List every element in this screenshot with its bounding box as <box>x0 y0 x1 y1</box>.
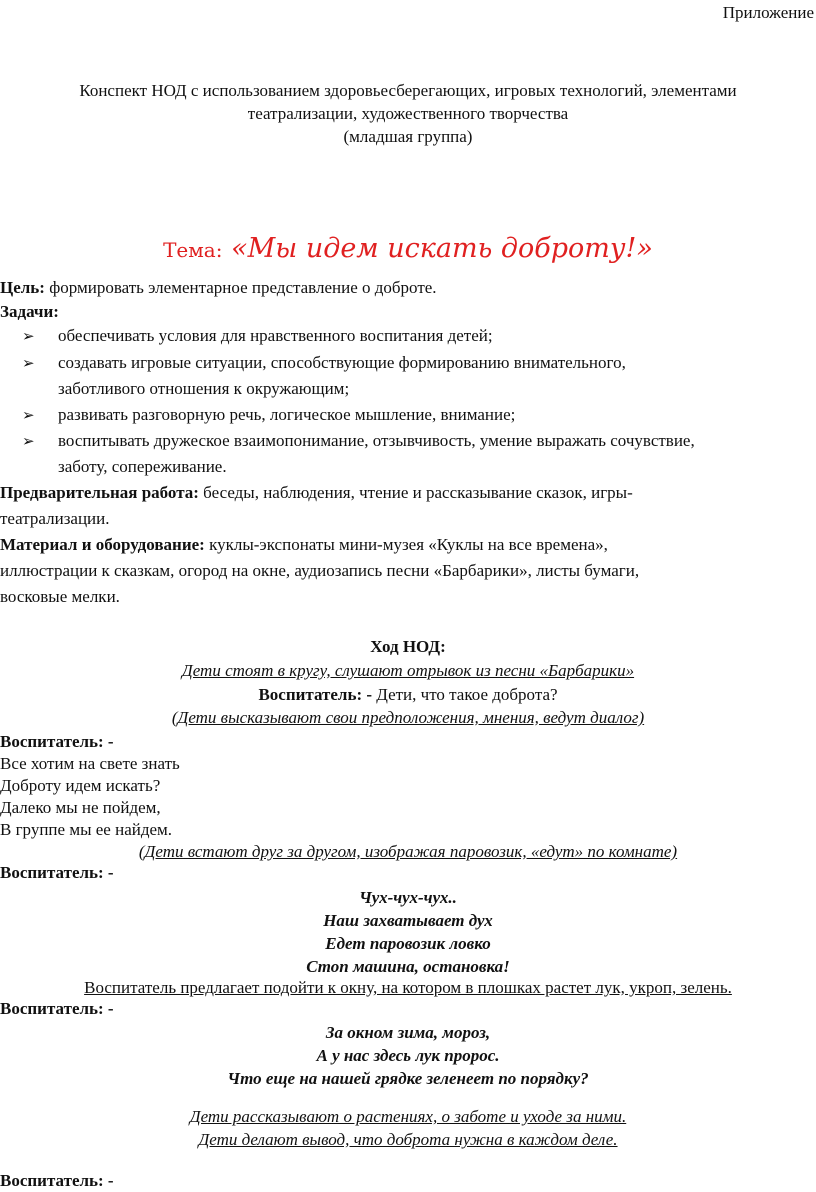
prework-line-2: театрализации. <box>0 509 110 528</box>
poem-line: Едет паровозик ловко <box>325 934 491 953</box>
poem-line: Наш захватывает дух <box>323 911 493 930</box>
task-item: ➢ обеспечивать условия для нравственного воспитания детей; <box>22 325 493 348</box>
course-note-1: Дети стоят в кругу, слушают отрывок из песни «Барбарики» <box>181 661 635 680</box>
bullet-arrow-icon: ➢ <box>22 408 35 424</box>
topic-label: Тема: <box>163 238 223 262</box>
task-item: ➢ воспитывать дружеское взаимопонимание, отзывчивость, умение выражать сочувствие, <box>22 430 695 453</box>
topic-text: «Мы идем искать доброту!» <box>231 233 653 264</box>
poem-line: В группе мы ее найдем. <box>0 820 173 839</box>
teacher-label: Воспитатель: - <box>0 999 114 1018</box>
tasks-label: Задачи: <box>0 302 59 321</box>
title-line-2: театрализации, художественного творчества <box>247 104 569 123</box>
topic-heading <box>0 232 816 267</box>
poem-line: Что еще на нашей грядке зеленеет по порядку? <box>227 1069 589 1088</box>
dialog-line: Воспитатель: - Дети, что такое доброта? <box>258 685 558 704</box>
goal-line <box>0 277 437 298</box>
poem-line: Стоп машина, остановка! <box>306 957 510 976</box>
task-item: ➢ создавать игровые ситуации, способствующие формированию внимательного, <box>22 352 626 375</box>
task-item-continuation: заботливого отношения к окружающим; <box>58 379 350 398</box>
course-note-6: Дети делают вывод, что доброта нужна в каждом деле. <box>198 1130 618 1149</box>
teacher-label: Воспитатель: - <box>0 732 114 751</box>
teacher-label: Воспитатель: - <box>0 863 114 882</box>
materials-line-2: иллюстрации к сказкам, огород на окне, аудиозапись песни «Барбарики», листы бумаги, <box>0 561 640 580</box>
course-note-4: Воспитатель предлагает подойти к окну, на котором в плошках растет лук, укроп, зелень. <box>84 978 732 997</box>
prework-line: Предварительная работа: беседы, наблюдения, чтение и рассказывание сказок, игры- <box>0 483 633 502</box>
bullet-arrow-icon: ➢ <box>22 329 35 345</box>
course-note-5: Дети рассказывают о растениях, о заботе и уходе за ними. <box>189 1107 627 1126</box>
poem-line: Все хотим на свете знать <box>0 754 180 773</box>
poem-line: Чух-чух-чух.. <box>359 888 457 907</box>
bullet-arrow-icon: ➢ <box>22 356 35 372</box>
prework-label: Предварительная работа: <box>0 483 199 502</box>
materials-line: Материал и оборудование: куклы-экспонаты мини-музея «Куклы на все времена», <box>0 535 608 554</box>
teacher-label: Воспитатель: - <box>0 1171 114 1190</box>
appendix-label: Приложение <box>722 3 814 22</box>
teacher-label: Воспитатель: - <box>258 685 373 704</box>
poem-line: Далеко мы не пойдем, <box>0 798 161 817</box>
poem-line: А у нас здесь лук пророс. <box>316 1046 500 1065</box>
materials-line-3: восковые мелки. <box>0 587 120 606</box>
title-line-3: (младшая группа) <box>343 127 473 146</box>
poem-line: За окном зима, мороз, <box>325 1023 491 1042</box>
course-note-3: (Дети встают друг за другом, изображая паровозик, «едут» по комнате) <box>138 842 678 861</box>
task-item: ➢ развивать разговорную речь, логическое мышление, внимание; <box>22 404 515 427</box>
course-heading: Ход НОД: <box>370 637 446 656</box>
materials-label: Материал и оборудование: <box>0 535 205 554</box>
course-note-2: (Дети высказывают свои предположения, мнения, ведут диалог) <box>171 708 645 727</box>
goal-text: формировать элементарное представление о доброте. <box>49 278 437 297</box>
task-item-continuation: заботу, сопереживание. <box>58 457 227 476</box>
goal-label: Цель: <box>0 278 45 297</box>
title-line-1: Конспект НОД с использованием здоровьесберегающих, игровых технологий, элементами <box>79 81 737 100</box>
bullet-arrow-icon: ➢ <box>22 434 35 450</box>
poem-line: Доброту идем искать? <box>0 776 161 795</box>
